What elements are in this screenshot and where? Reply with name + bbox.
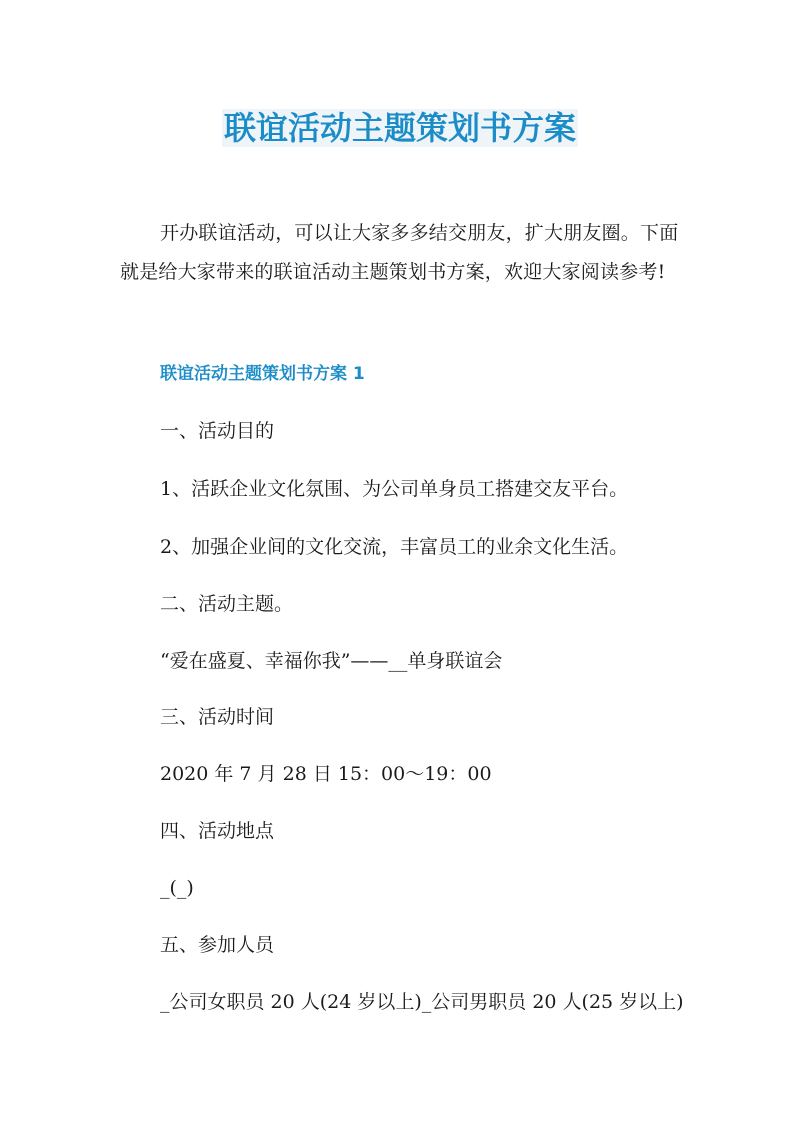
purpose-item-1: 1、活跃企业文化氛围、为公司单身员工搭建交友平台。 <box>160 478 629 500</box>
heading-activity-location: 四、活动地点 <box>160 820 275 842</box>
section-heading: 联谊活动主题策划书方案 1 <box>160 364 365 384</box>
intro-paragraph: 开办联谊活动，可以让大家多多结交朋友，扩大朋友圈。下面就是给大家带来的联谊活动主题策划书方案，欢迎大家阅读参考! <box>120 222 679 283</box>
activity-theme-text: “爱在盛夏、幸福你我”——__单身联谊会 <box>160 650 503 672</box>
activity-time-text: 2020 年 7 月 28 日 15：00～19：00 <box>160 763 492 785</box>
purpose-item-2: 2、加强企业间的文化交流，丰富员工的业余文化生活。 <box>160 536 629 558</box>
document-title-text: 联谊活动主题策划书方案 <box>223 109 576 147</box>
document-title <box>0 104 800 152</box>
heading-participants: 五、参加人员 <box>160 934 275 956</box>
activity-location-text: _(_) <box>160 877 194 899</box>
heading-activity-time: 三、活动时间 <box>160 706 275 728</box>
heading-activity-purpose: 一、活动目的 <box>160 420 275 442</box>
heading-activity-theme: 二、活动主题。 <box>160 593 294 615</box>
participants-text: _公司女职员 20 人(24 岁以上)_公司男职员 20 人(25 岁以上) <box>160 991 684 1013</box>
